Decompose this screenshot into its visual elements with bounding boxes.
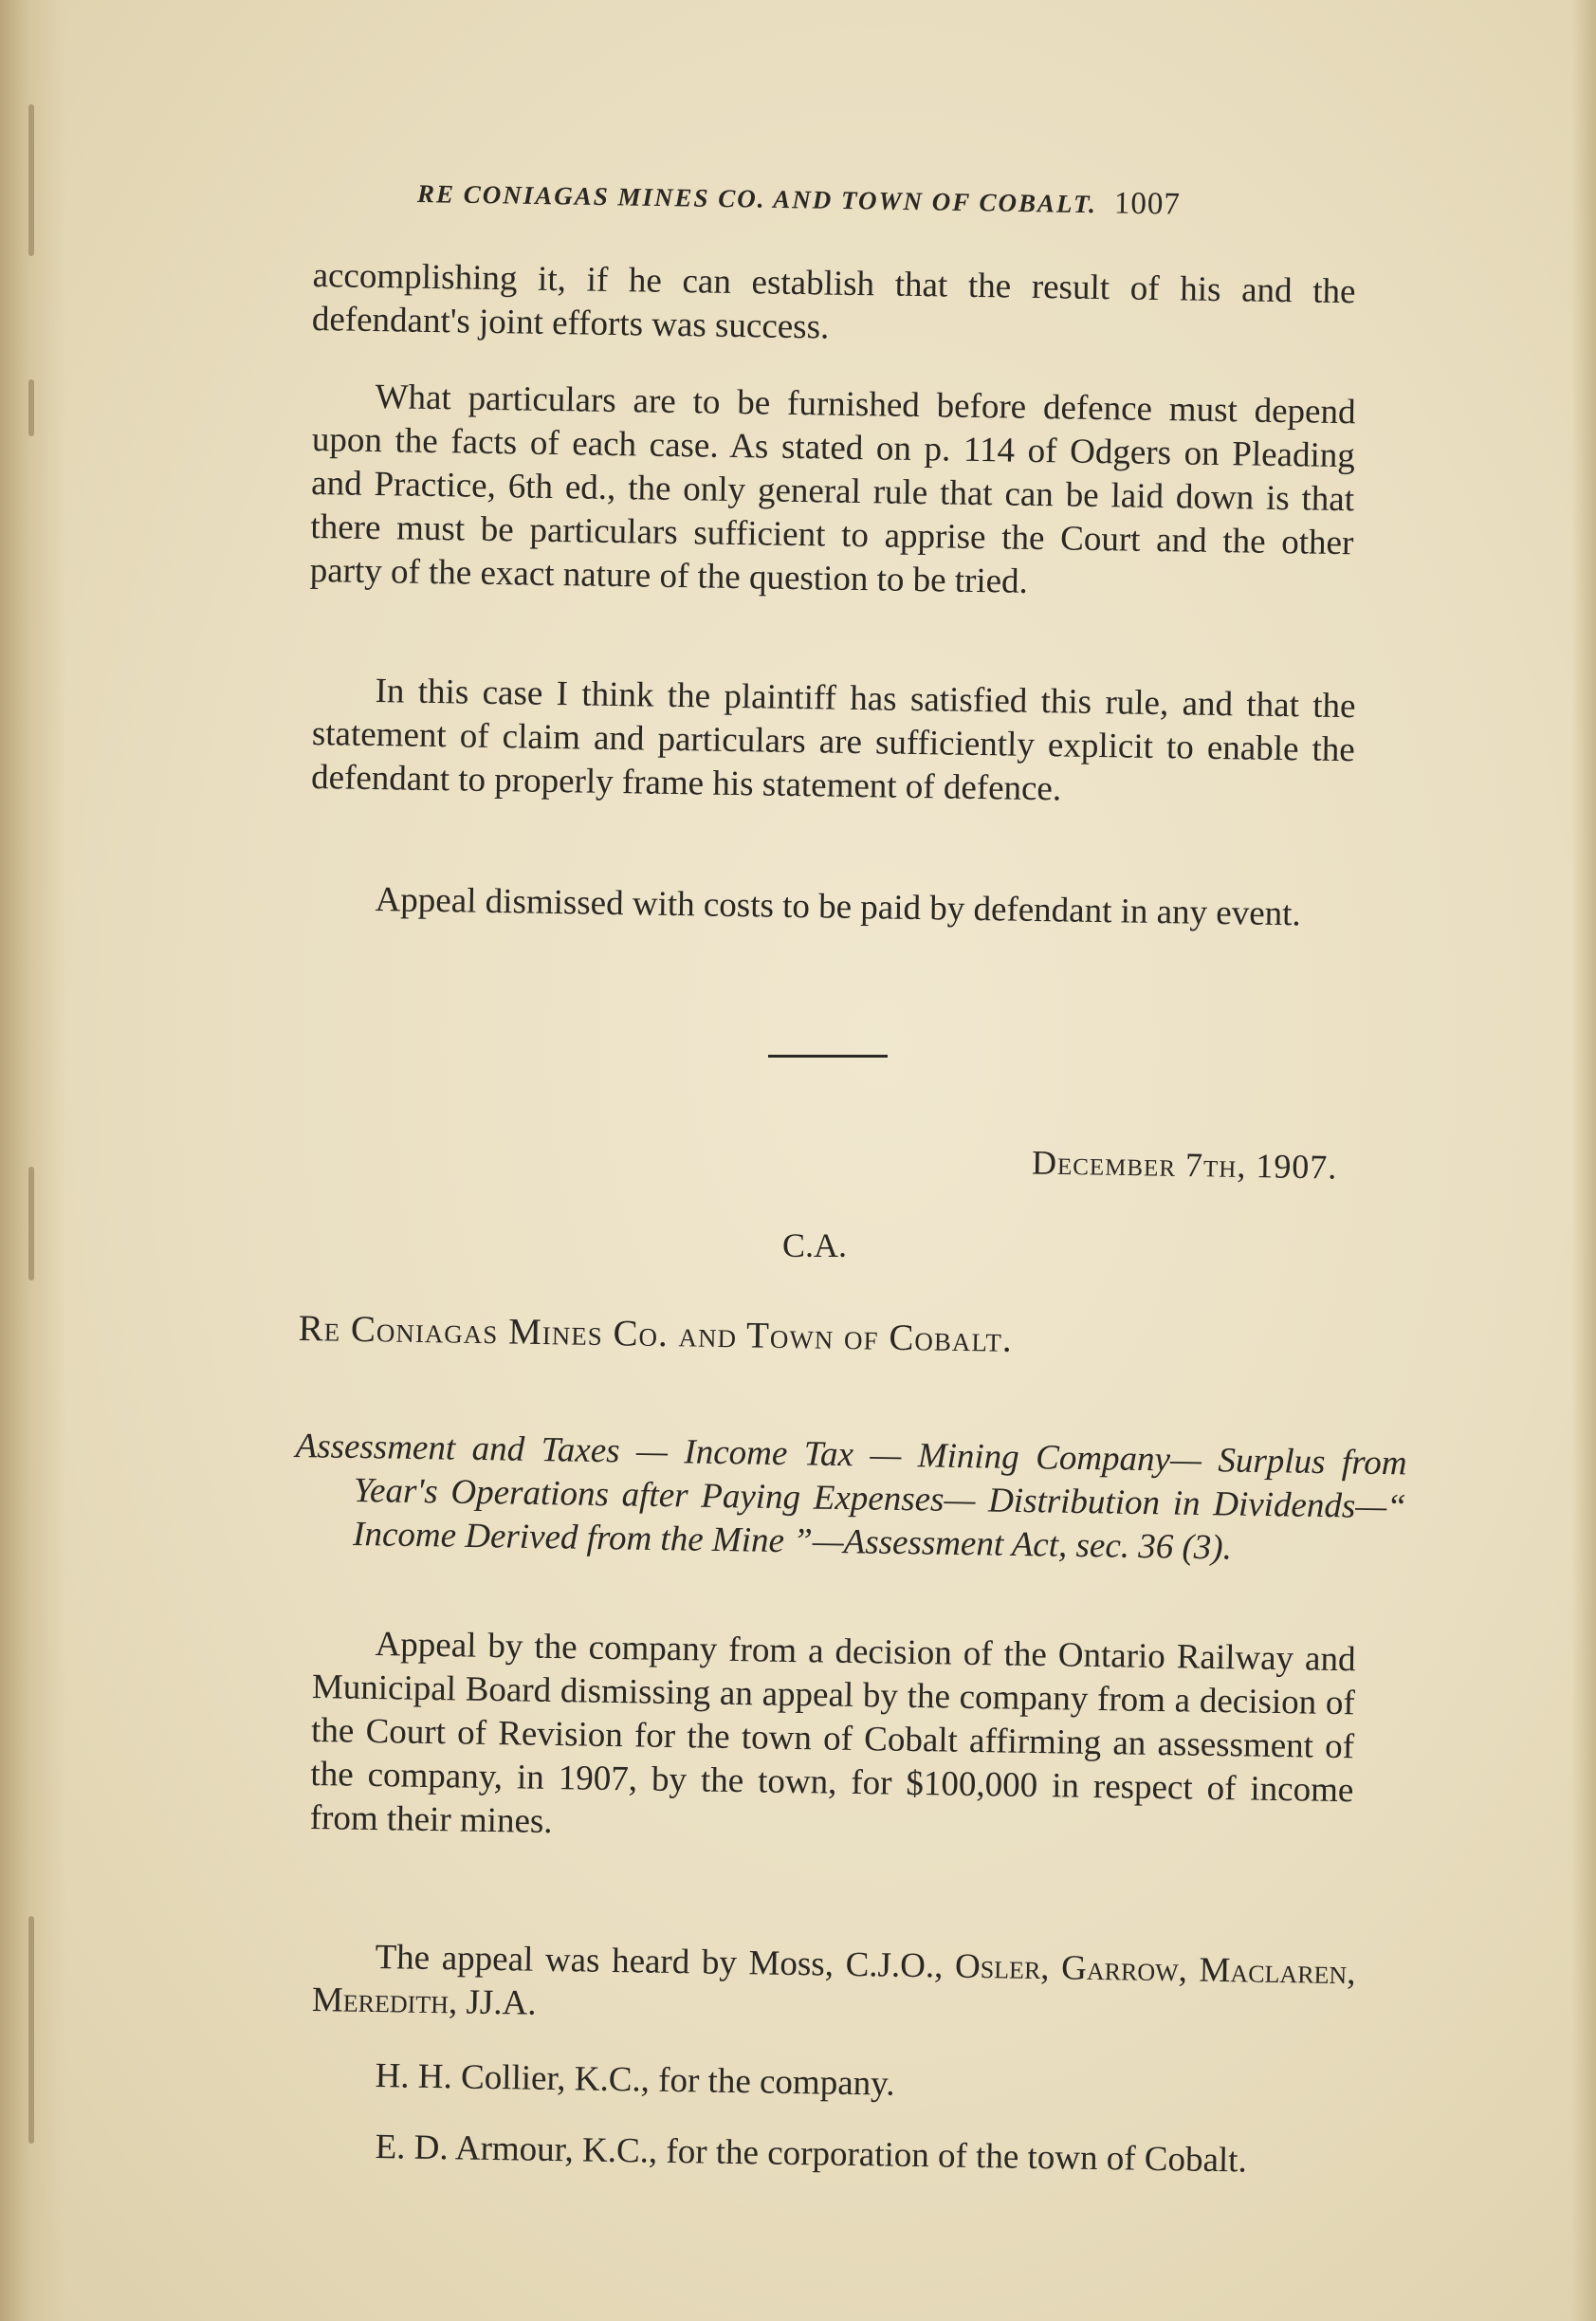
court-designation: C.A. (782, 1226, 848, 1264)
paragraph-hearing (312, 1935, 1356, 2038)
paragraph-appeal-description: Appeal by the company from a decision of the Ontario Railway and Municipal Board dismissing an appeal by the company from a decision of the Court of Revision for the town of Cobalt affirming an assessment of the company, in 1907, by the town, for $100,000 in respect of income from their mines. (309, 1625, 1356, 1841)
binding-mark (28, 379, 34, 436)
hearing-prefix: The appeal was heard by Moss, C.J.O., (375, 1938, 956, 1986)
headnote: Assessment and Taxes — Income Tax — Mining Company— Surplus from Year's Operations after Paying Expenses— Distribution in Dividends—“ Income Derived from the Mine ”—Assessment Act, sec. 36 (3). (295, 1426, 1407, 1568)
paragraph-particulars: What particulars are to be furnished before defence must depend upon the facts of each case. As stated on p. 114 of Odgers on Pleading and Practice, 6th ed., the only general rule that can be laid down is that there must be particulars sufficient to apprise the Court and the other party of the exact nature of the question to be tried. (309, 378, 1356, 601)
case-date: December 7th, 1907. (1031, 1143, 1338, 1187)
hearing-judges: Osler, Garrow, Maclaren, Meredith, (311, 1946, 1356, 2022)
page-number: 1007 (1113, 186, 1182, 222)
binding-mark (28, 1167, 34, 1280)
section-divider (768, 1055, 888, 1058)
paragraph-continuation: accomplishing it, if he can establish that the result of his and the defendant's joint efforts was success. (311, 255, 1356, 347)
paragraph-rule-satisfied: In this case I think the plaintiff has satisfied this rule, and that the statement of claim and particulars are sufficiently explicit to enable the defendant to properly frame his statement of defence. (310, 672, 1356, 809)
binding-mark (28, 104, 34, 256)
running-head (417, 171, 1367, 230)
hearing-suffix: JJ.A. (456, 1982, 537, 2023)
paragraph-disposition: Appeal dismissed with costs to be paid by defendant in any event. (375, 880, 1302, 934)
case-title: Re Coniagas Mines Co. and Town of Cobalt. (298, 1307, 1013, 1360)
binding-mark (28, 1916, 34, 2144)
running-title: RE CONIAGAS MINES CO. AND TOWN OF COBALT. (416, 179, 1098, 219)
counsel-company: H. H. Collier, K.C., for the company. (375, 2056, 895, 2104)
counsel-town: E. D. Armour, K.C., for the corporation of the town of Cobalt. (375, 2128, 1248, 2181)
page-edge-shadow (1571, 0, 1596, 2321)
